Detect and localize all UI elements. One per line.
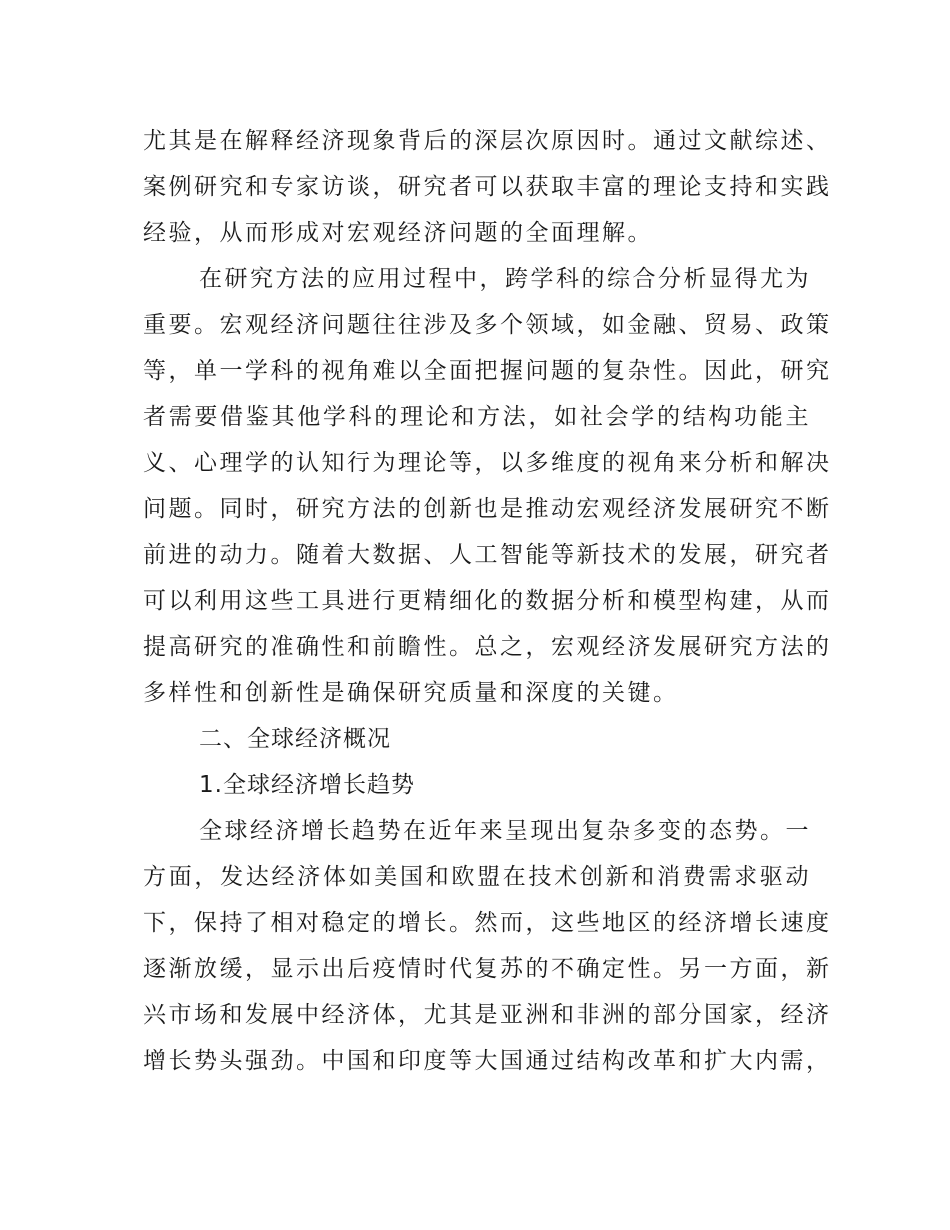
paragraph-3 [143, 808, 832, 1084]
text-line: 尤其是在解释经济现象背后的深层次原因时。通过文献综述、 [143, 128, 832, 154]
text-line: 在研究方法的应用过程中，跨学科的综合分析显得尤为 [199, 266, 811, 292]
text-line: 兴市场和发展中经济体，尤其是亚洲和非洲的部分国家，经济 [143, 1002, 832, 1028]
text-line: 增长势头强劲。中国和印度等大国通过结构改革和扩大内需， [143, 1048, 832, 1074]
text-line: 方面，发达经济体如美国和欧盟在技术创新和消费需求驱动 [143, 864, 811, 890]
subsection-heading: 1.全球经济增长趋势 [199, 772, 415, 798]
paragraph-1 [143, 118, 832, 256]
section-heading: 二、全球经济概况 [199, 726, 391, 752]
text-line: 等，单一学科的视角难以全面把握问题的复杂性。因此，研究 [143, 358, 832, 384]
text-line: 前进的动力。随着大数据、人工智能等新技术的发展，研究者 [143, 542, 832, 568]
text-line: 全球经济增长趋势在近年来呈现出复杂多变的态势。一 [199, 818, 811, 844]
text-line: 多样性和创新性是确保研究质量和深度的关键。 [143, 680, 679, 706]
document-body [143, 118, 832, 1084]
text-line: 重要。宏观经济问题往往涉及多个领域，如金融、贸易、政策 [143, 312, 832, 338]
text-line: 案例研究和专家访谈，研究者可以获取丰富的理论支持和实践 [143, 174, 832, 200]
text-line: 义、心理学的认知行为理论等，以多维度的视角来分析和解决 [143, 450, 832, 476]
text-line: 下，保持了相对稳定的增长。然而，这些地区的经济增长速度 [143, 910, 832, 936]
text-line: 提高研究的准确性和前瞻性。总之，宏观经济发展研究方法的 [143, 634, 832, 660]
text-line: 者需要借鉴其他学科的理论和方法，如社会学的结构功能主 [143, 404, 811, 430]
text-line: 逐渐放缓，显示出后疫情时代复苏的不确定性。另一方面，新 [143, 956, 832, 982]
text-line: 经验，从而形成对宏观经济问题的全面理解。 [143, 220, 653, 246]
paragraph-2 [143, 256, 832, 716]
text-line: 可以利用这些工具进行更精细化的数据分析和模型构建，从而 [143, 588, 832, 614]
text-line: 问题。同时，研究方法的创新也是推动宏观经济发展研究不断 [143, 496, 832, 522]
